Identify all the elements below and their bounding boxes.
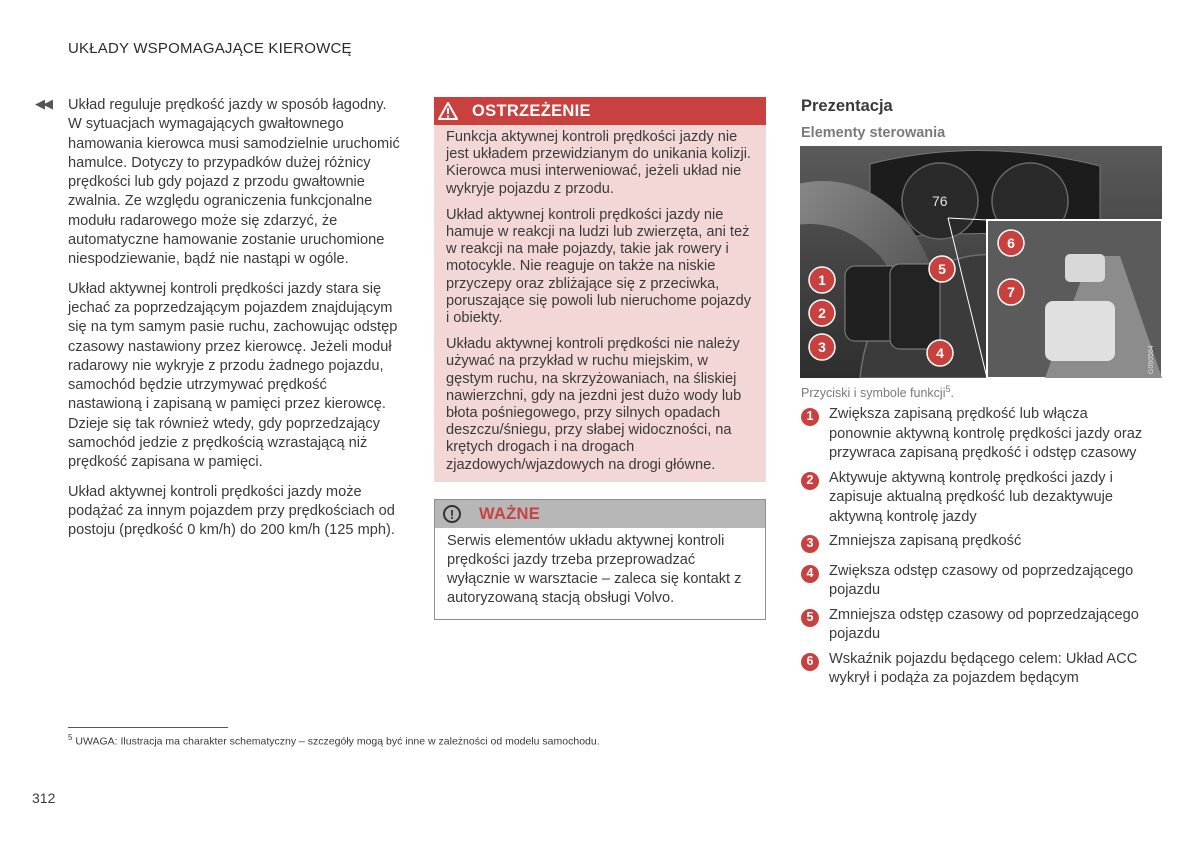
svg-text:3: 3 — [818, 339, 826, 355]
callout-3 — [809, 334, 835, 360]
marker-number: 3 — [801, 535, 819, 553]
paragraph: Układ aktywnej kontroli prędkości jazdy może podążać za innym pojazdem przy prędkościach od postoju (prędkość 0 km/h) do 200 km/h (125 mph). — [68, 483, 395, 539]
warning-title: OSTRZEŻENIE — [472, 101, 591, 120]
footnote-divider — [68, 727, 228, 728]
footnote: $^5$ UWAGA: Ilustracja ma charakter schematyczny – szczegóły mogą być inne w zależności od modelu samochodu. — [68, 733, 600, 748]
page-header: UKŁADY WSPOMAGAJĄCE KIEROWCĘ — [68, 40, 352, 57]
image-code: G060584 — [1148, 345, 1155, 374]
left-column — [68, 96, 402, 551]
paragraph: Układ aktywnej kontroli prędkości jazdy stara się jechać za poprzedzającym pojazdem znajdującym się na tym samym pasie ruchu, zachowując odstęp czasowy nastawiony przez kierowcę. Jeżeli moduł radarowy nie wykryje z przodu żadnego pojazdu, samochód będzie utrzymywać prędkość nastawioną i zapisaną w pamięci przez kierowcę. Dzieje się tak również wtedy, gdy poprzedzający samochód jedzie z prędkością wzrastającą niż prędkość zapisana w pamięci. — [68, 280, 398, 471]
list-item: 3 Zmniejsza zapisaną prędkość — [801, 532, 1146, 552]
important-header — [435, 500, 765, 528]
marker-number: 4 — [801, 565, 819, 583]
warning-paragraph: Układu aktywnej kontroli prędkości nie należy używać na przykład w ruchu miejskim, w gęstym ruchu, na skrzyżowaniach, na śliskiej nawierzchni, gdy na jezdni jest dużo wody lub błota pośniegowego, przy silnych opadach deszczu/śniegu, przy słabej widoczności, na krętych drogach i na drogach zjazdowych/wjazdowych na drogi główne. — [446, 336, 742, 473]
figure-caption: Przyciski i symbole funkcji$^5$. — [801, 384, 954, 401]
controls-illustration — [800, 146, 1162, 378]
marker-number: 2 — [801, 472, 819, 490]
callout-4 — [927, 340, 953, 366]
warning-box — [434, 97, 766, 482]
warning-paragraph: Układ aktywnej kontroli prędkości jazdy nie hamuje w reakcji na ludzi lub zwierzęta, ani też w reakcji na małe pojazdy, takie jak rowery i motocykle. Nie reaguje on także na niskie przyczepy oraz zbliżające się z przeciwka, poruszające się powoli lub nieruchome pojazdy i obiekty. — [446, 206, 752, 327]
warning-paragraph: Funkcja aktywnej kontroli prędkości jazdy nie jest układem przewidzianym do unikania kolizji. Kierowca musi interweniować, jeżeli układ nie wykryje pojazdu z przodu. — [446, 129, 751, 197]
paragraph: Układ reguluje prędkość jazdy w sposób łagodny. W sytuacjach wymagających gwałtownego hamowania kierowca musi samodzielnie uruchomić hamulce. Dotyczy to przypadków dużej różnicy prędkości lub gdy pojazd z przodu gwałtownie zwalnia. Ze względu ograniczenia funkcjonalne modułu radarowego może się zdarzyć, że automatyczne hamowanie zostanie uruchomione niespodziewanie, bądź nie nastąpi w ogóle. — [68, 97, 400, 268]
footnote-ref: 5 — [945, 384, 951, 394]
svg-text:4: 4 — [936, 345, 944, 361]
callout-1 — [809, 267, 835, 293]
page-number: 312 — [32, 790, 56, 806]
svg-text:1: 1 — [818, 272, 826, 288]
important-text: Serwis elementów układu aktywnej kontroli prędkości jazdy trzeba przeprowadzać wyłącznie w warsztacie – zaleca się kontakt z autoryzowaną stacją obsługi Volvo. — [447, 533, 742, 606]
important-box — [434, 499, 766, 620]
svg-text:7: 7 — [1007, 284, 1015, 300]
list-item: 4 Zwiększa odstęp czasowy od poprzedzającego pojazdu — [801, 562, 1146, 601]
important-title: WAŻNE — [479, 504, 541, 523]
warning-body — [434, 125, 766, 474]
callout-5 — [929, 256, 955, 282]
list-item: 5 Zmniejsza odstęp czasowy od poprzedzającego pojazdu — [801, 606, 1146, 645]
callout-6 — [998, 230, 1024, 256]
svg-text:5: 5 — [938, 261, 946, 277]
warning-header — [434, 97, 766, 125]
svg-text:2: 2 — [818, 305, 826, 321]
section-title: Prezentacja — [801, 97, 893, 115]
callout-2 — [809, 300, 835, 326]
list-item: 1 Zwiększa zapisaną prędkość lub włącza ponownie aktywną kontrolę prędkości jazdy oraz przywraca zapisaną prędkość i odstęp czasowy — [801, 405, 1146, 464]
speed-readout: 76 — [932, 193, 948, 209]
exclamation-circle-icon: ! — [443, 505, 461, 523]
marker-number: 5 — [801, 609, 819, 627]
legend-list — [801, 405, 1146, 689]
list-item: 2 Aktywuje aktywną kontrolę prędkości jazdy i zapisuje aktualną prędkość lub dezaktywuje aktywną kontrolę jazdy — [801, 469, 1146, 528]
callout-7 — [998, 279, 1024, 305]
subsection-title: Elementy sterowania — [801, 125, 946, 141]
continuation-icon: ◀◀ — [35, 96, 51, 111]
marker-number: 6 — [801, 653, 819, 671]
list-item: 6 Wskaźnik pojazdu będącego celem: Układ ACC wykrył i podąża za pojazdem będącym — [801, 650, 1146, 689]
marker-number: 1 — [801, 408, 819, 426]
warning-triangle-icon — [434, 97, 462, 125]
svg-text:6: 6 — [1007, 235, 1015, 251]
